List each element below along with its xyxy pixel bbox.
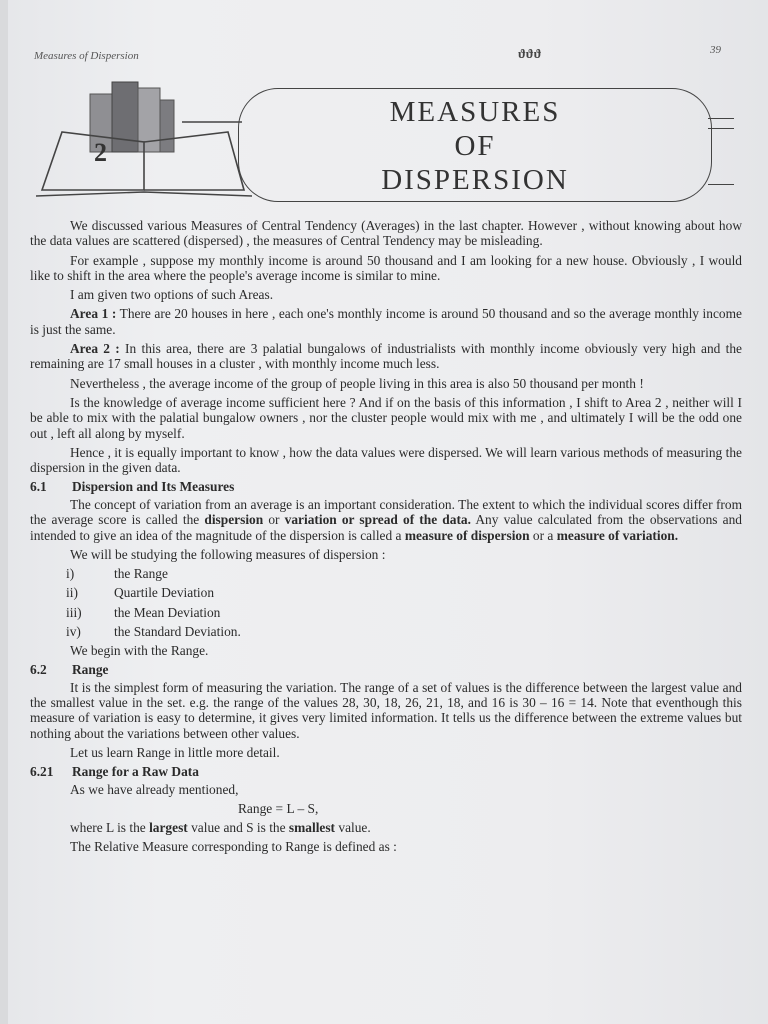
list-text: the Mean Deviation	[114, 604, 221, 620]
paragraph: It is the simplest form of measuring the variation. The range of a set of values is the difference between the largest value and the smallest value in the set. e.g. the range of the values 28, 30, 18, 26, 21, 18, and 16 is 30 – 16 = 14. Note that eventhough this measure of variation is easy to determine, it gives very limited information. It tells us the difference between the extreme values but nothing about the variations between other values.	[30, 679, 742, 741]
list-marker: iv)	[66, 623, 81, 639]
chapter-number: 2	[94, 138, 107, 167]
list-marker: i)	[66, 566, 75, 582]
paragraph: Hence , it is equally important to know , how the data values were dispersed. We will learn various methods of measuring the dispersion in the given data.	[30, 444, 742, 476]
text-run: or a	[529, 527, 557, 543]
text-run: where L is the	[70, 819, 150, 835]
list-item	[66, 605, 742, 620]
bold-term: largest	[149, 819, 188, 835]
list-item	[66, 585, 742, 600]
chapter-title-box	[238, 88, 712, 202]
list-text: the Range	[114, 566, 168, 582]
chapter-title-line: OF	[454, 130, 496, 162]
paragraph: Let us learn Range in little more detail.	[70, 744, 280, 760]
bold-term: dispersion	[204, 512, 264, 528]
book-icon	[32, 72, 262, 202]
section-number: 6.2	[30, 662, 47, 678]
paragraph-where	[30, 820, 742, 835]
list-text: Quartile Deviation	[114, 585, 215, 601]
paragraph-definition	[30, 497, 742, 543]
paragraph: We will be studying the following measures of dispersion :	[70, 546, 386, 562]
area-2-label: Area 2 :	[70, 341, 120, 357]
section-title: Range	[72, 662, 109, 678]
section-heading	[30, 479, 742, 494]
section-number: 6.1	[30, 479, 47, 495]
book-page	[8, 0, 768, 1024]
paragraph: Is the knowledge of average income sufficient here ? And if on the basis of this information , I shift to Area 2 , neither will I be able to mix with the palatial bungalow owners , nor the cluster people would mix with me , and ultimately I will be the odd one out , left all along by myself.	[30, 394, 742, 441]
section-number: 6.21	[30, 764, 54, 780]
paragraph: The Relative Measure corresponding to Range is defined as :	[70, 839, 397, 855]
running-header: Measures of Dispersion	[34, 50, 139, 62]
paragraph-area-1	[30, 306, 742, 337]
paragraph: Nevertheless , the average income of the group of people living in this area is also 50 thousand per month !	[70, 375, 644, 391]
area-1-text: There are 20 houses in here , each one's monthly income is around 50 thousand and so the average monthly income is just the same.	[30, 306, 742, 337]
header-ornament: ϑϑϑ	[518, 46, 542, 61]
section-title: Range for a Raw Data	[72, 764, 199, 780]
chapter-body	[30, 218, 742, 858]
chapter-title-line: MEASURES	[389, 96, 561, 128]
list-item	[66, 624, 742, 639]
measures-list	[66, 566, 742, 639]
chapter-title-line: DISPERSION	[381, 164, 569, 196]
paragraph: As we have already mentioned,	[70, 781, 239, 797]
bold-term: measure of dispersion	[404, 527, 530, 543]
section-heading	[30, 764, 742, 779]
list-marker: iii)	[66, 604, 82, 620]
text-run: value and S is the	[187, 819, 289, 835]
paragraph-area-2	[30, 341, 742, 372]
paragraph: For example , suppose my monthly income is around 50 thousand and I am looking for a new house. Obviously , I would like to shift in the area where the people's average income is similar to mine.	[30, 252, 742, 284]
paragraph: We discussed various Measures of Central Tendency (Averages) in the last chapter. However , without knowing about how the data values are scattered (dispersed) , the measures of Central Tendency may be misleading.	[30, 218, 742, 249]
divider	[708, 184, 734, 185]
range-formula: Range = L – S,	[238, 800, 319, 816]
text-run: value.	[335, 819, 371, 835]
list-text: the Standard Deviation.	[114, 623, 241, 639]
list-item	[66, 566, 742, 581]
paragraph: We begin with the Range.	[70, 642, 209, 658]
area-1-label: Area 1 :	[70, 306, 117, 322]
page-number: 39	[710, 44, 721, 56]
section-heading	[30, 662, 742, 677]
bold-term: smallest	[288, 819, 336, 835]
bold-term: variation or spread of the data.	[284, 512, 471, 528]
divider	[708, 118, 734, 119]
text-run: Any value calculated from the observations and intended to give an idea of the magnitude of the dispersion is called a	[30, 512, 742, 543]
list-marker: ii)	[66, 585, 78, 601]
section-title: Dispersion and Its Measures	[72, 479, 235, 495]
bold-term: measure of variation.	[556, 527, 679, 543]
text-run: The concept of variation from an average is an important consideration. The extent to which the individual scores differ from the average score is called the	[30, 496, 742, 528]
paragraph: I am given two options of such Areas.	[70, 287, 274, 303]
text-run: or	[263, 512, 285, 528]
area-2-text: In this area, there are 3 palatial bungalows of industrialists with monthly income obviously very high and the remaining are 17 small houses in a cluster , with monthly income much less.	[30, 341, 742, 372]
